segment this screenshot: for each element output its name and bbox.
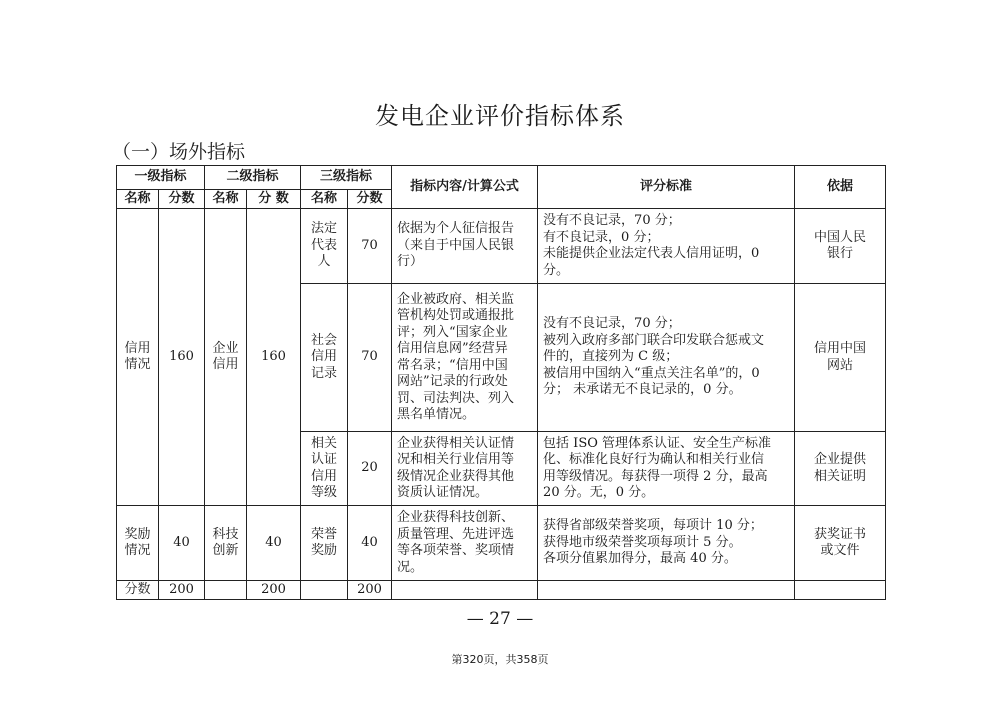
header-score-1: 分数 <box>159 190 205 209</box>
header-level3: 三级指标 <box>301 166 392 190</box>
l2-score-award: 40 <box>247 506 301 581</box>
document-title: 发电企业评价指标体系 <box>375 102 625 130</box>
l3-name: 法定 代表 人 <box>301 209 348 284</box>
header-level1: 一级指标 <box>117 166 205 190</box>
total-score-1: 200 <box>159 581 205 600</box>
l3-name: 相关 认证 信用 等级 <box>301 432 348 506</box>
header-name-1: 名称 <box>117 190 159 209</box>
criteria-cell: 没有不良记录，70 分； 被列入政府多部门联合印发联合惩戒文 件的，直接列为 C 级； 被信用中国纳入“重点关注名单”的，0 分； 未承诺无不良记录的，0 分。 <box>538 284 795 432</box>
header-basis: 依据 <box>795 166 886 209</box>
l3-score: 20 <box>348 432 392 506</box>
basis-cell: 信用中国 网站 <box>795 284 886 432</box>
l1-score-credit: 160 <box>159 209 205 506</box>
section-heading: （一）场外指标 <box>112 141 246 163</box>
criteria-cell: 包括 ISO 管理体系认证、安全生产标准 化、标准化良好行为确认和相关行业信 用等级情况。每获得一项得 2 分，最高 20 分。无，0 分。 <box>538 432 795 506</box>
header-score-3: 分数 <box>348 190 392 209</box>
header-level2: 二级指标 <box>205 166 301 190</box>
page-number: — 27 — <box>466 609 534 629</box>
header-criteria: 评分标准 <box>538 166 795 209</box>
empty-cell <box>205 581 247 600</box>
l3-score: 70 <box>348 209 392 284</box>
l1-name-award: 奖励 情况 <box>117 506 159 581</box>
total-label: 分数 <box>117 581 159 600</box>
criteria-cell: 获得省部级荣誉奖项，每项计 10 分； 获得地市级荣誉奖项每项计 5 分。 各项分值累加得分，最高 40 分。 <box>538 506 795 581</box>
header-name-3: 名称 <box>301 190 348 209</box>
empty-cell <box>538 581 795 600</box>
basis-cell: 企业提供 相关证明 <box>795 432 886 506</box>
total-score-2: 200 <box>247 581 301 600</box>
l3-score: 70 <box>348 284 392 432</box>
l1-name-credit: 信用 情况 <box>117 209 159 506</box>
empty-cell <box>392 581 538 600</box>
header-row-1 <box>117 166 886 190</box>
criteria-cell: 没有不良记录，70 分； 有不良记录，0 分； 未能提供企业法定代表人信用证明，0 分。 <box>538 209 795 284</box>
l1-score-award: 40 <box>159 506 205 581</box>
l3-name: 社会 信用 记录 <box>301 284 348 432</box>
content-cell: 企业被政府、相关监 管机构处罚或通报批 评；列入“国家企业 信用信息网”经营异 常名录；“信用中国 网站”记录的行政处 罚、司法判决、列入 黑名单情况。 <box>392 284 538 432</box>
indicator-table <box>116 165 886 600</box>
total-row <box>117 581 886 600</box>
empty-cell <box>301 581 348 600</box>
basis-cell: 中国人民 银行 <box>795 209 886 284</box>
l3-name: 荣誉 奖励 <box>301 506 348 581</box>
l2-score-credit: 160 <box>247 209 301 506</box>
content-cell: 依据为个人征信报告 （来自于中国人民银 行） <box>392 209 538 284</box>
page-footer: 第320页，共358页 <box>451 653 549 666</box>
table-row <box>117 209 886 284</box>
header-content: 指标内容/计算公式 <box>392 166 538 209</box>
empty-cell <box>795 581 886 600</box>
table-row <box>117 506 886 581</box>
l2-name-credit: 企业 信用 <box>205 209 247 506</box>
total-score-3: 200 <box>348 581 392 600</box>
l3-score: 40 <box>348 506 392 581</box>
header-name-2: 名称 <box>205 190 247 209</box>
basis-cell: 获奖证书 或文件 <box>795 506 886 581</box>
header-score-2: 分 数 <box>247 190 301 209</box>
l2-name-award: 科技 创新 <box>205 506 247 581</box>
content-cell: 企业获得科技创新、 质量管理、先进评选 等各项荣誉、奖项情 况。 <box>392 506 538 581</box>
content-cell: 企业获得相关认证情 况和相关行业信用等 级情况企业获得其他 资质认证情况。 <box>392 432 538 506</box>
